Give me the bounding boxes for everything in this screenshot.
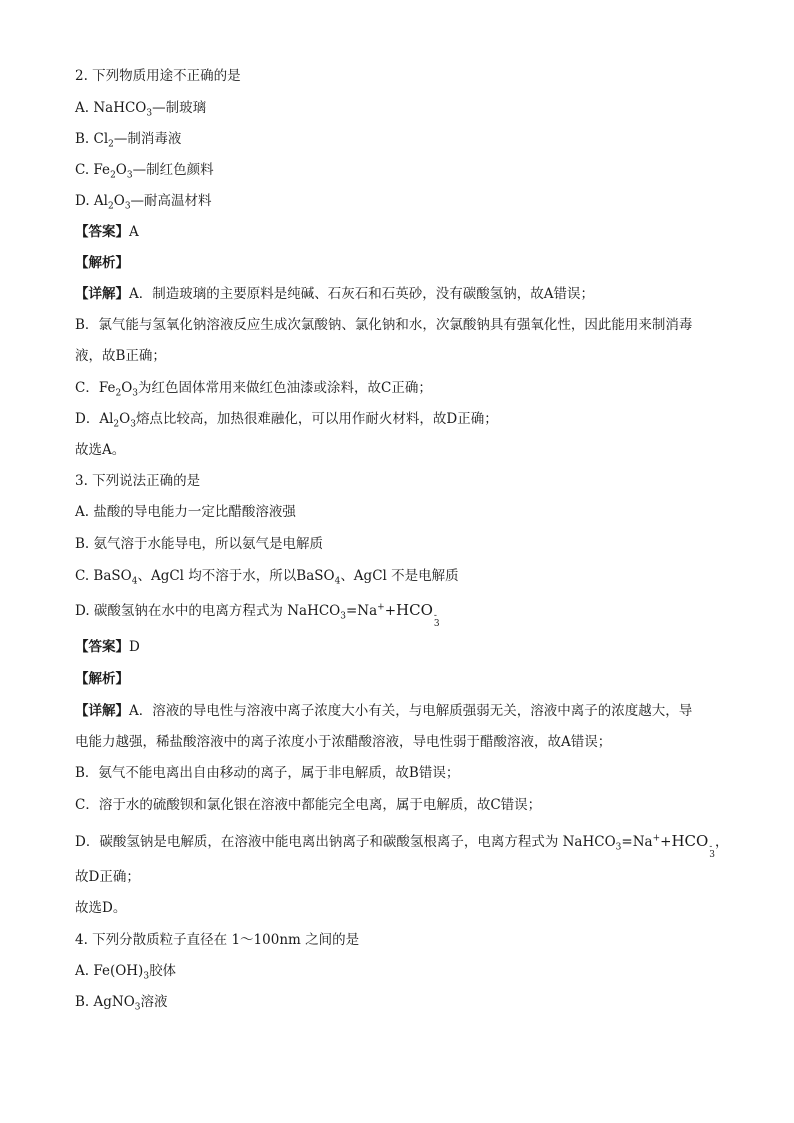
q2-detail-a: 【详解】A．制造玻璃的主要原料是纯碱、石灰石和石英砂，没有碳酸氢钠，故A错误； — [75, 286, 594, 302]
q2-analysis-tag: 【解析】 — [75, 255, 129, 271]
q2-stem: 2. 下列物质用途不正确的是 — [75, 68, 241, 84]
q3-analysis-tag: 【解析】 — [75, 671, 129, 687]
q3-conclusion: 故选D。 — [75, 900, 127, 916]
q2-option-d: D. $Al_2O_3—$耐高温材料 — [75, 193, 212, 212]
q3-option-b: B. 氨气溶于水能导电，所以氨气是电解质 — [75, 536, 324, 552]
q4-option-b: B. AgNO$_3$溶液 — [75, 994, 168, 1013]
q3-detail-a-line1: 【详解】A．溶液的导电性与溶液中离子浓度大小有关，与电解质强弱无关，溶液中离子的浓度越大，导 — [75, 703, 693, 719]
q2-detail-c: C．$Fe_2O_3$为红色固体常用来做红色油漆或涂料，故C正确； — [75, 380, 432, 399]
q3-detail-d-line2: 故D正确； — [75, 869, 140, 885]
q4-option-a: A. $Fe(OH)_3$胶体 — [75, 963, 177, 982]
bicarbonate-ion: HCO - 3 — [671, 832, 716, 860]
detail-tag: 【详解】 — [75, 286, 129, 302]
q3-detail-b: B．氨气不能电离出自由移动的离子，属于非电解质，故B错误； — [75, 765, 460, 781]
answer-tag: 【答案】 — [75, 639, 129, 655]
q2-option-a: A. NaHCO$_3$—制玻璃 — [75, 100, 207, 119]
q2-answer: 【答案】A — [75, 224, 139, 240]
bicarbonate-ion: HCO - 3 — [396, 601, 440, 629]
q3-stem: 3. 下列说法正确的是 — [75, 473, 201, 489]
q3-detail-a-line2: 电能力越强，稀盐酸溶液中的离子浓度小于浓醋酸溶液，导电性弱于醋酸溶液，故A错误； — [75, 734, 612, 750]
q3-option-a: A. 盐酸的导电能力一定比醋酸溶液强 — [75, 504, 296, 520]
q2-detail-b-line2: 液，故B正确； — [75, 348, 166, 364]
q2-detail-b-line1: B．氯气能与氢氧化钠溶液反应生成次氯酸钠、氯化钠和水，次氯酸钠具有强氧化性，因此能用来制消毒 — [75, 317, 693, 333]
q2-option-b: B. $Cl_2—$制消毒液 — [75, 131, 182, 150]
q3-option-d: D. 碳酸氢钠在水中的电离方程式为 NaHCO$_3$=Na++HCO - 3 — [75, 601, 440, 629]
q2-detail-d: D．$Al_2O_3$熔点比较高，加热很难融化，可以用作耐火材料，故D正确； — [75, 411, 498, 430]
q3-detail-d: D．碳酸氢钠是电解质，在溶液中能电离出钠离子和碳酸氢根离子，电离方程式为 NaHCO$_3$=Na++HCO - 3 ， — [75, 832, 729, 860]
q2-option-c: C. $Fe_2O_3—$制红色颜料 — [75, 162, 214, 181]
q3-answer: 【答案】D — [75, 639, 140, 655]
q4-stem: 4. 下列分散质粒子直径在 1～100nm 之间的是 — [75, 932, 360, 948]
answer-tag: 【答案】 — [75, 224, 129, 240]
q2-conclusion: 故选A。 — [75, 442, 126, 458]
detail-tag: 【详解】 — [75, 703, 129, 719]
q3-option-c: C. BaSO$_4$、AgCl 均不溶于水，所以BaSO$_4$、AgCl 不是电解质 — [75, 568, 459, 587]
q3-detail-c: C．溶于水的硫酸钡和氯化银在溶液中都能完全电离，属于电解质，故C错误； — [75, 797, 542, 813]
